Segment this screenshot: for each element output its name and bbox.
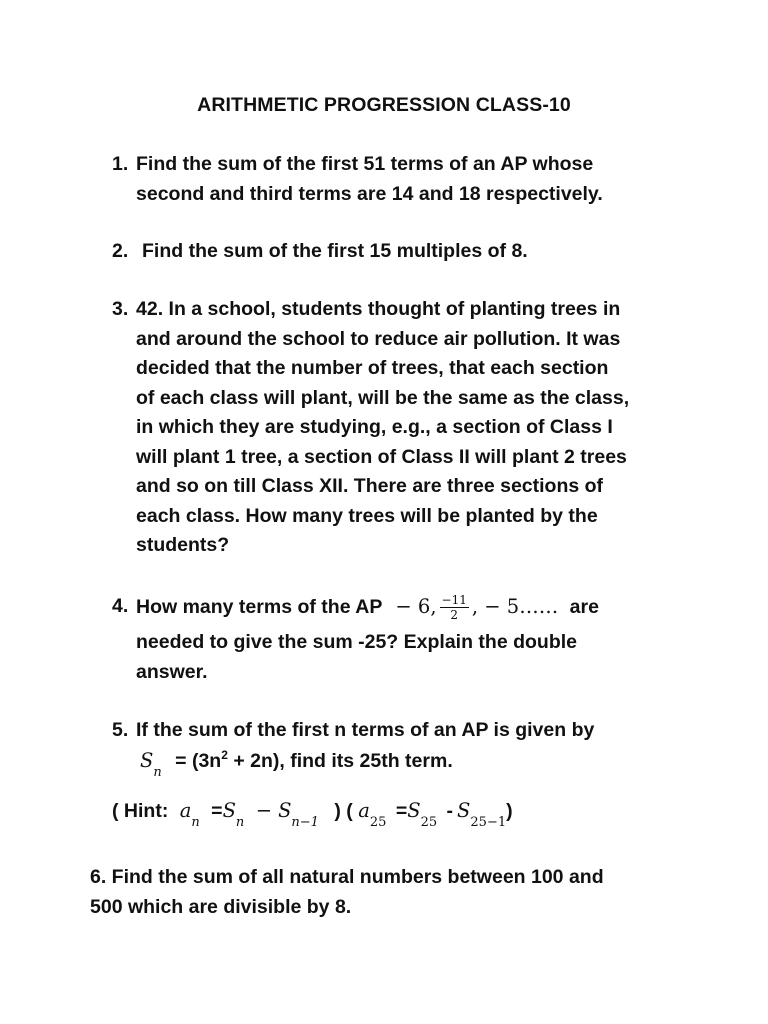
ap-first-term: − 6,: [395, 595, 437, 618]
question-text-line: each class. How many trees will be planted by the: [136, 504, 598, 527]
question-text-line: second and third terms are 14 and 18 respectively.: [136, 182, 603, 205]
hint-line: [112, 796, 712, 829]
question-text-line: and so on till Class XII. There are three sections of: [136, 475, 604, 497]
question-number: 2.: [112, 240, 129, 262]
ap-third-term: , − 5……: [471, 595, 559, 618]
question-1: [112, 150, 712, 209]
subscript: n: [235, 815, 245, 830]
formula-text: = (3n: [175, 749, 222, 772]
question-text-line: 42. In a school, students thought of planting trees in: [136, 298, 621, 320]
equals-sign: =: [211, 800, 223, 822]
fraction-numerator: −11: [441, 593, 467, 608]
subscript: n−1: [291, 815, 319, 830]
question-text-line: and around the school to reduce air pollution. It was: [136, 327, 621, 350]
term-symbol: a: [179, 799, 192, 822]
hint-label: ( Hint:: [112, 800, 169, 822]
sum-symbol: S: [222, 799, 236, 822]
question-text-line: 6. Find the sum of all natural numbers between 100 and: [90, 866, 604, 888]
sum-symbol: S: [407, 799, 421, 822]
question-3: [112, 295, 712, 561]
sum-symbol: S: [457, 799, 471, 822]
question-text-line: of each class will plant, will be the same as the class,: [136, 386, 630, 409]
term-symbol: a: [358, 799, 370, 822]
question-text-line: needed to give the sum -25? Explain the double: [136, 631, 577, 653]
question-text-line: Find the sum of the first 51 terms of an AP whose: [136, 153, 594, 175]
question-4: [112, 590, 712, 687]
superscript: 2: [221, 747, 228, 762]
question-number: 5.: [112, 719, 129, 741]
question-text-line: answer.: [136, 660, 208, 683]
subscript: 25: [369, 815, 387, 830]
subscript: 25: [420, 815, 438, 830]
question-text-line: 500 which are divisible by 8.: [90, 895, 352, 918]
equals-sign: =: [395, 800, 408, 822]
ap-lead-text: How many terms of the AP: [136, 596, 382, 618]
hint-close: ): [506, 800, 513, 822]
subscript: 25−1: [470, 815, 507, 830]
question-text-line: will plant 1 tree, a section of Class II will plant 2 trees: [136, 445, 627, 468]
formula-text: + 2n), find its 25th term.: [227, 749, 453, 772]
question-text-line: in which they are studying, e.g., a section of Class I: [136, 416, 613, 438]
dash-sign: -: [446, 800, 454, 822]
question-number: 4.: [112, 595, 129, 617]
fraction-denominator: 2: [450, 608, 459, 623]
question-text-line: students?: [136, 534, 230, 556]
question-text-line: decided that the number of trees, that each section: [136, 357, 609, 379]
page-title: ARITHMETIC PROGRESSION CLASS-10: [197, 94, 571, 116]
question-text-line: If the sum of the first n terms of an AP is given by: [136, 719, 595, 741]
question-5: [112, 716, 712, 829]
formula-line: [136, 746, 712, 779]
subscript: n: [153, 764, 162, 780]
question-text: are: [569, 596, 599, 618]
subscript: n: [191, 815, 200, 830]
question-number: 3.: [112, 298, 129, 320]
ap-second-term-fraction: [440, 593, 469, 622]
minus-sign: −: [255, 799, 273, 822]
question-text-line: [136, 590, 712, 624]
question-2: [112, 237, 712, 267]
hint-text: ) (: [334, 800, 353, 822]
question-6: [90, 863, 710, 922]
sum-symbol: S: [278, 799, 292, 822]
question-number: 1.: [112, 153, 129, 175]
question-text-line: Find the sum of the first 15 multiples of 8.: [142, 240, 528, 262]
sum-symbol: S: [140, 748, 154, 772]
